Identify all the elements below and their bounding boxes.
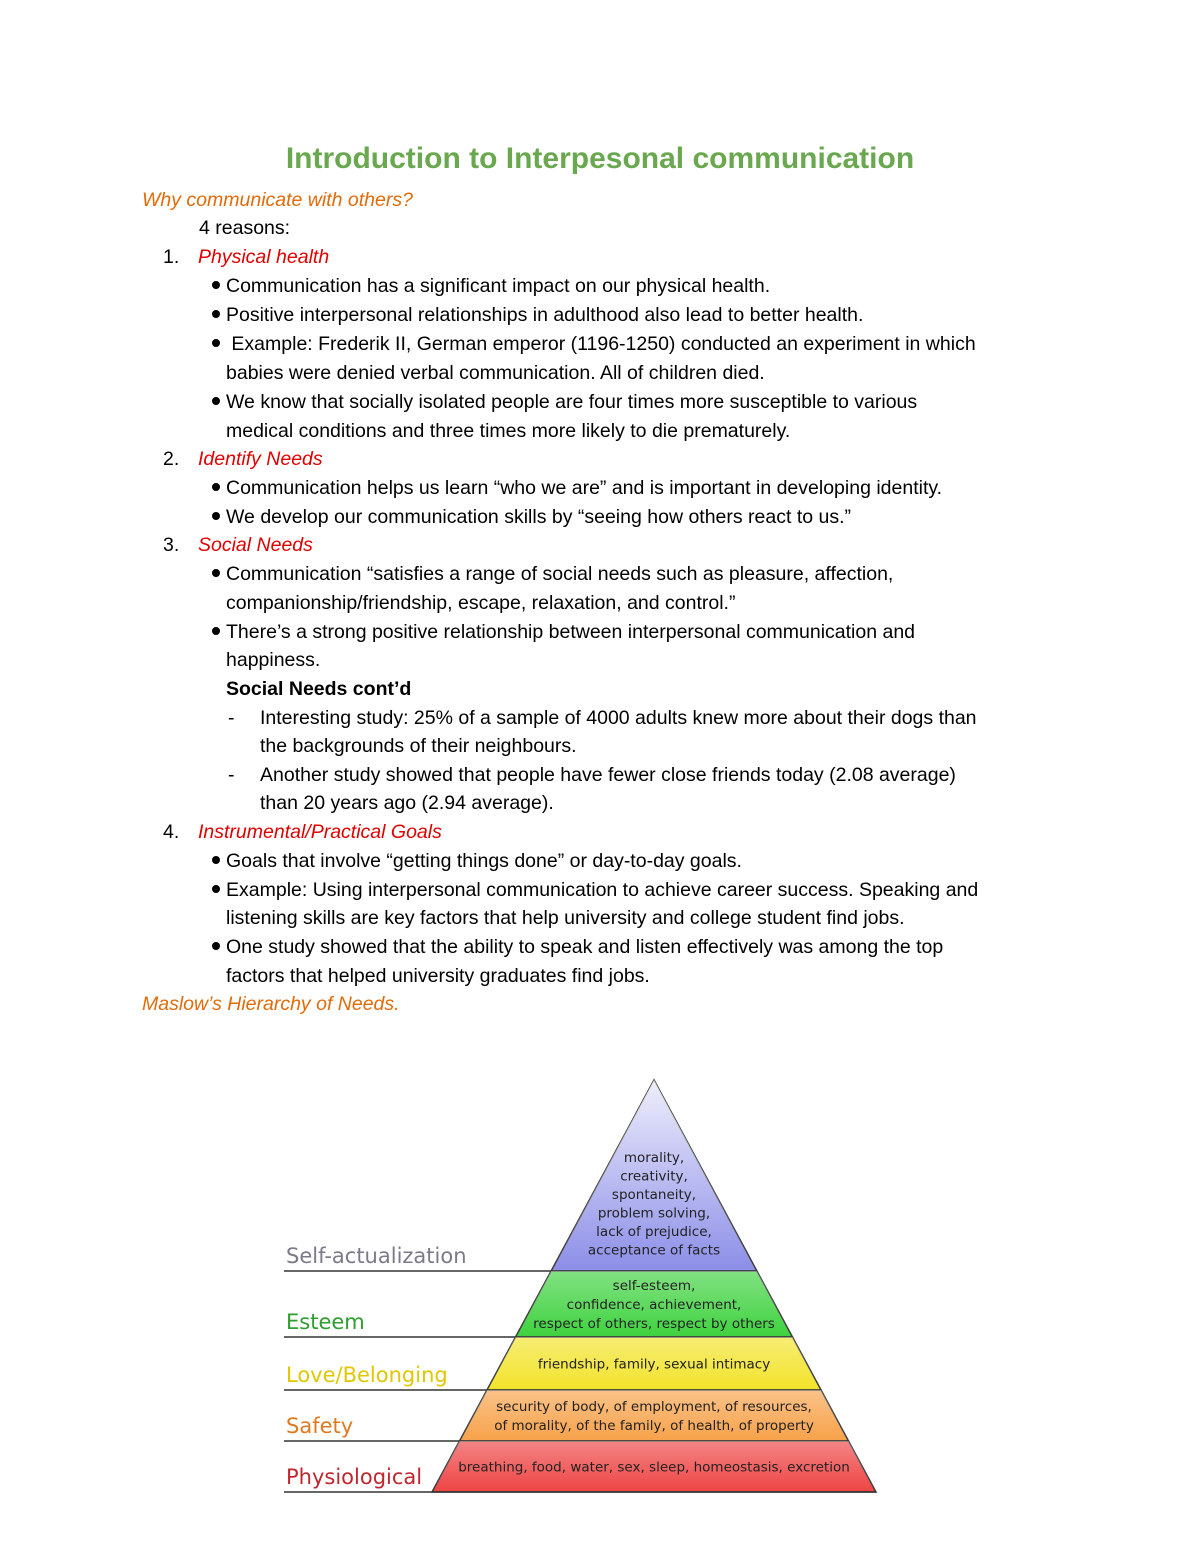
- dash-item-continuation: than 20 years ago (2.94 average).: [260, 792, 554, 814]
- maslow-heading: Maslow’s Hierarchy of Needs.: [142, 993, 400, 1015]
- list-item: Communication has a significant impact on our physical health.: [212, 272, 770, 300]
- pyramid-label: Esteem: [286, 1310, 365, 1334]
- pyramid-level-text: lack of prejudice,: [596, 1224, 712, 1240]
- dash-item: Another study showed that people have fewer close friends today (2.08 average): [260, 764, 956, 786]
- pyramid-level-text: breathing, food, water, sex, sleep, homeostasis, excretion: [458, 1459, 850, 1476]
- list-item: Example: Frederik II, German emperor (1196-1250) conducted an experiment in which: [212, 330, 976, 358]
- pyramid-label: Self-actualization: [286, 1244, 467, 1268]
- list-item-continuation: companionship/friendship, escape, relaxation, and control.”: [226, 592, 736, 614]
- list-item: Positive interpersonal relationships in adulthood also lead to better health.: [212, 301, 863, 329]
- list-item: We know that socially isolated people are four times more susceptible to various: [212, 388, 917, 416]
- section-number: 3.: [163, 534, 180, 556]
- section-number: 1.: [163, 246, 180, 268]
- list-item: Communication helps us learn “who we are” and is important in developing identity.: [212, 474, 942, 502]
- pyramid-level-text: creativity,: [620, 1168, 688, 1185]
- pyramid-level-text: acceptance of facts: [587, 1242, 721, 1259]
- pyramid-level-text: friendship, family, sexual intimacy: [537, 1356, 771, 1373]
- why-heading: Why communicate with others?: [142, 189, 413, 211]
- list-item: Communication “satisfies a range of social needs such as pleasure, affection,: [212, 560, 893, 588]
- dash-icon: -: [228, 764, 235, 786]
- pyramid-label: Safety: [286, 1414, 354, 1438]
- pyramid-label: Physiological: [286, 1465, 423, 1489]
- section-heading-identify-needs: Identify Needs: [198, 448, 323, 470]
- list-item-continuation: listening skills are key factors that help university and college student find jobs.: [226, 907, 905, 929]
- pyramid-level-text: of morality, of the family, of health, of property: [494, 1418, 814, 1434]
- list-item: One study showed that the ability to speak and listen effectively was among the top: [212, 933, 943, 961]
- dash-icon: -: [228, 707, 235, 729]
- list-item-continuation: babies were denied verbal communication. All of children died.: [226, 362, 765, 384]
- pyramid-level-text: respect of others, respect by others: [533, 1316, 775, 1332]
- reasons-intro: 4 reasons:: [199, 217, 291, 239]
- list-item: Goals that involve “getting things done” or day-to-day goals.: [212, 847, 742, 875]
- pyramid-level-text: morality,: [623, 1150, 685, 1166]
- pyramid-level-text: security of body, of employment, of resources,: [496, 1399, 812, 1415]
- list-item: There’s a strong positive relationship between interpersonal communication and: [212, 618, 915, 646]
- pyramid-label: Love/Belonging: [286, 1363, 448, 1387]
- pyramid-level-text: problem solving,: [597, 1205, 711, 1222]
- dash-item-continuation: the backgrounds of their neighbours.: [260, 735, 577, 757]
- pyramid-level-text: self-esteem,: [612, 1278, 696, 1294]
- section-heading-instrumental-goals: Instrumental/Practical Goals: [198, 821, 442, 843]
- section-number: 4.: [163, 821, 180, 843]
- list-item-continuation: factors that helped university graduates find jobs.: [226, 965, 650, 987]
- section-heading-physical-health: Physical health: [198, 246, 330, 268]
- page-title: Introduction to Interpesonal communication: [285, 142, 915, 175]
- section-heading-social-needs: Social Needs: [198, 534, 313, 556]
- list-item-continuation: happiness.: [226, 649, 321, 671]
- section-number: 2.: [163, 448, 180, 470]
- dash-item: Interesting study: 25% of a sample of 4000 adults knew more about their dogs than: [260, 707, 977, 729]
- pyramid-level-text: confidence, achievement,: [566, 1297, 742, 1313]
- list-item-continuation: medical conditions and three times more likely to die prematurely.: [226, 420, 791, 442]
- list-item: Example: Using interpersonal communication to achieve career success. Speaking and: [212, 876, 978, 904]
- pyramid-level-text: spontaneity,: [611, 1187, 697, 1203]
- subheading-social-needs-contd: Social Needs cont’d: [226, 678, 412, 700]
- list-item: We develop our communication skills by “seeing how others react to us.”: [212, 503, 851, 531]
